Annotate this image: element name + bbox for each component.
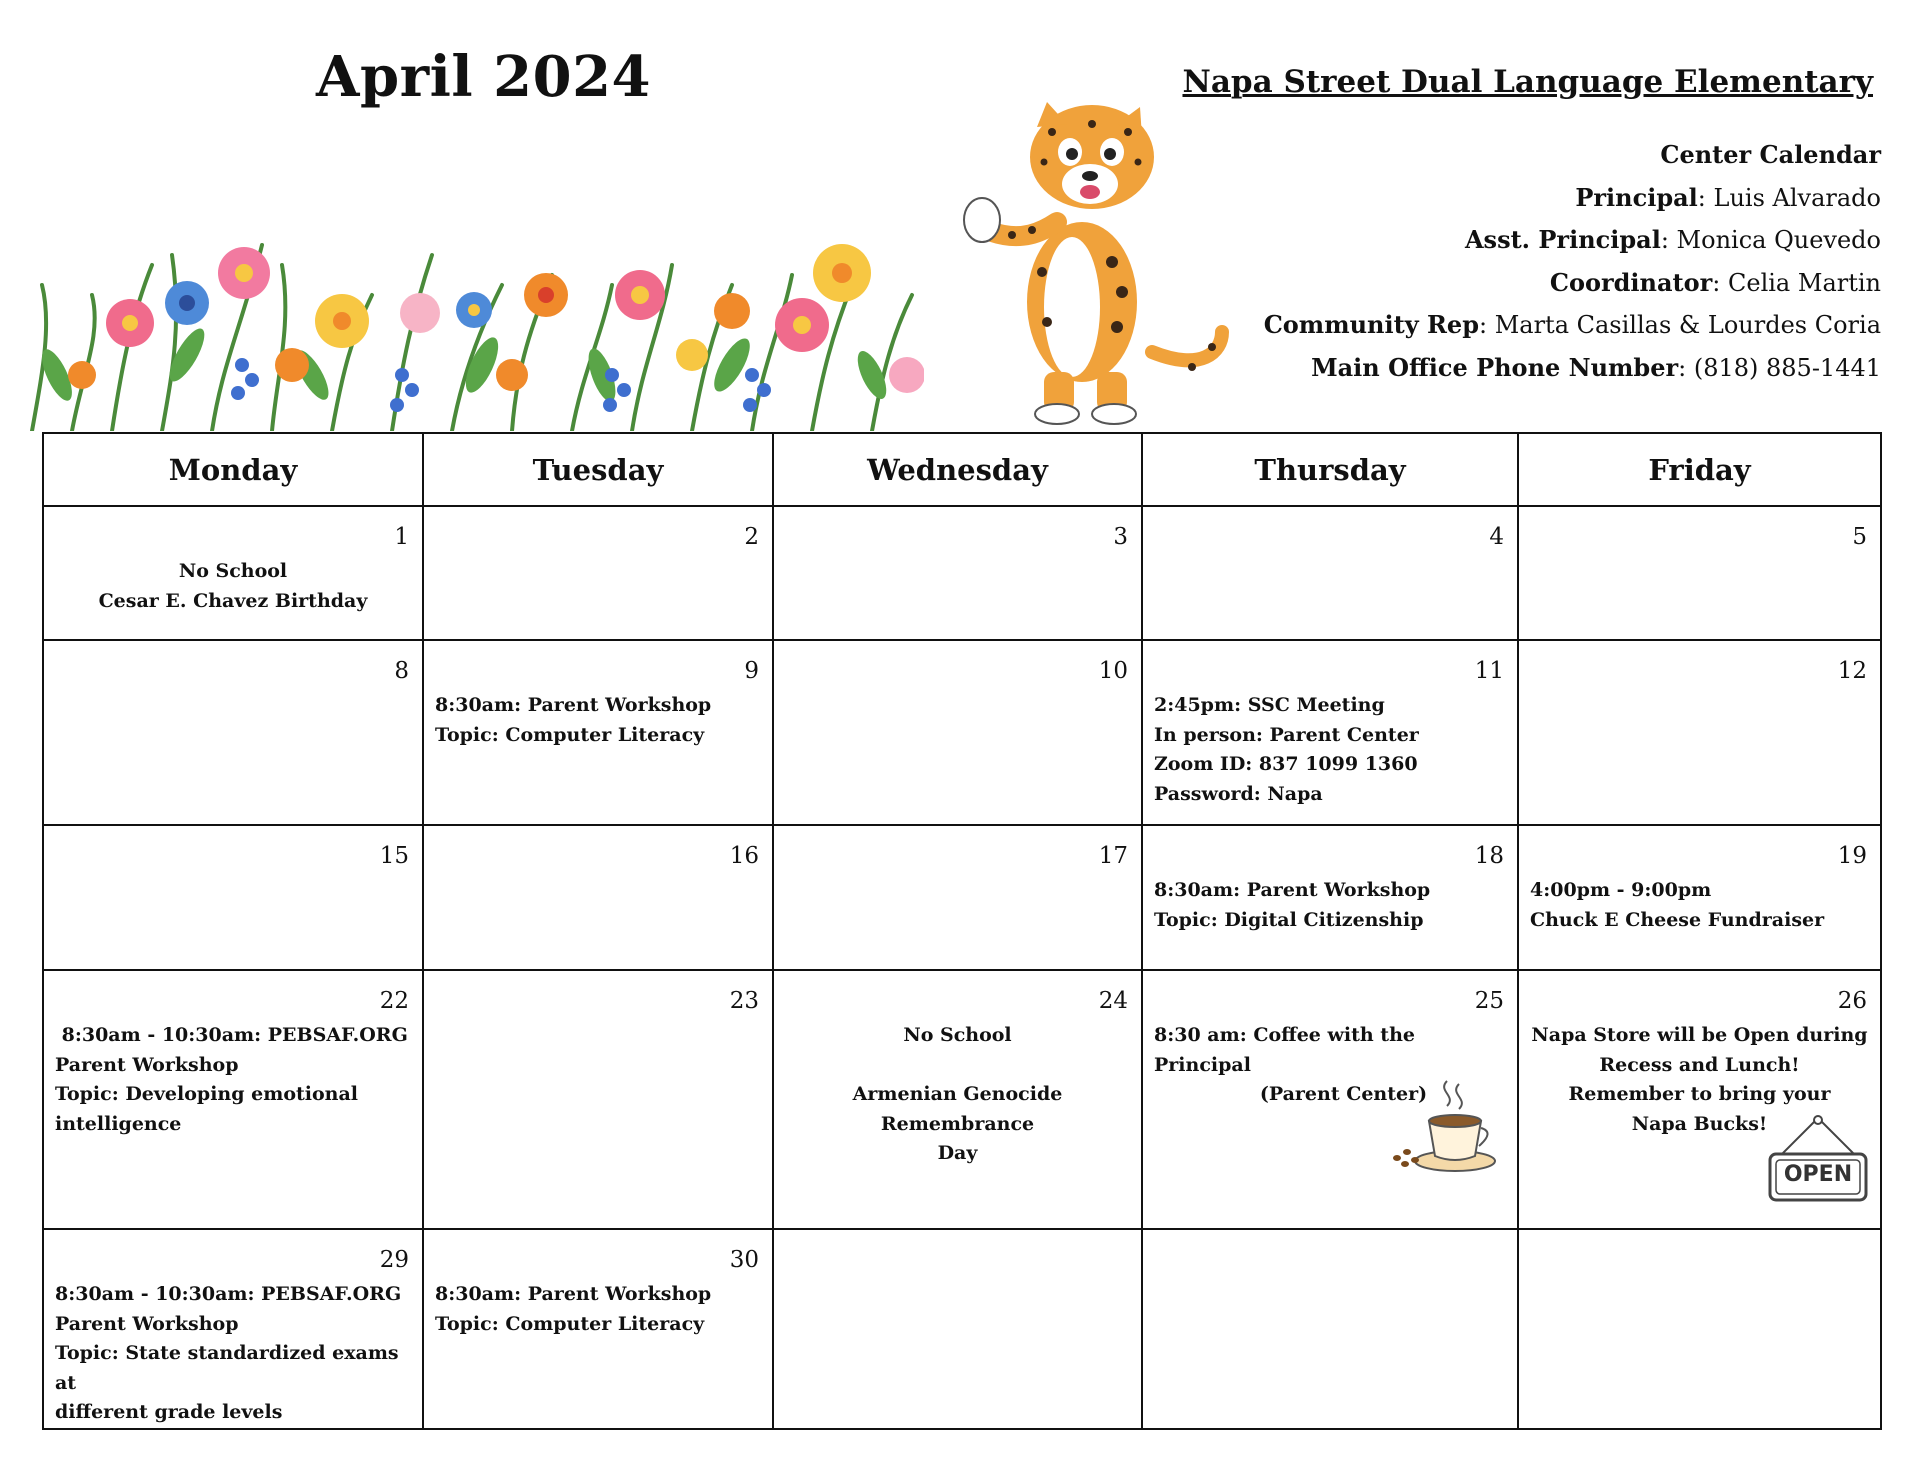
flowers-illustration <box>12 225 924 431</box>
day-number: 26 <box>1837 988 1867 1014</box>
day-number: 25 <box>1474 988 1504 1014</box>
event-line: 2:45pm: SSC Meeting <box>1154 694 1385 716</box>
event-line: 4:00pm - 9:00pm <box>1530 879 1712 901</box>
event-line: Day <box>937 1142 978 1164</box>
day-number: 10 <box>1098 658 1128 684</box>
calendar-week-row <box>43 970 1881 1229</box>
event-line: (Parent Center) <box>1154 1083 1428 1105</box>
coordinator-line: Coordinator: Celia Martin <box>1549 267 1881 297</box>
event-line: Recess and Lunch! <box>1599 1053 1800 1076</box>
day-cell-wednesday <box>773 1229 1142 1429</box>
day-events <box>424 1230 772 1339</box>
weekday-header-friday: Friday <box>1518 433 1881 506</box>
weekday-header-wednesday: Wednesday <box>773 433 1142 506</box>
day-number: 4 <box>1489 524 1504 550</box>
day-cell-tuesday <box>423 825 773 970</box>
day-events <box>774 507 1141 557</box>
center-calendar-label: Center Calendar <box>1660 140 1881 169</box>
day-cell-friday <box>1518 825 1881 970</box>
day-events <box>44 641 422 691</box>
day-number: 29 <box>379 1247 409 1273</box>
calendar-week-row <box>43 640 1881 825</box>
event-line: Password: Napa <box>1154 782 1323 805</box>
event-line: No School <box>903 1024 1012 1046</box>
event-line: 8:30am: Parent Workshop <box>435 1283 712 1305</box>
day-events <box>44 1230 422 1428</box>
day-number: 17 <box>1098 843 1128 869</box>
event-line: 8:30am - 10:30am: PEBSAF.ORG <box>55 1283 402 1305</box>
day-cell-tuesday <box>423 1229 773 1429</box>
day-events <box>1143 507 1517 557</box>
community-rep-line: Community Rep: Marta Casillas & Lourdes Coria <box>1263 310 1881 339</box>
event-line: Chuck E Cheese Fundraiser <box>1530 908 1825 931</box>
day-events <box>1143 826 1517 935</box>
event-line: 8:30am: Parent Workshop <box>435 694 712 716</box>
event-line: Remember to bring your <box>1568 1083 1831 1105</box>
event-line: Topic: Computer Literacy <box>435 1312 705 1335</box>
event-line: Napa Bucks! <box>1631 1112 1768 1135</box>
calendar-week-row <box>43 506 1881 640</box>
day-number: 16 <box>729 843 759 869</box>
weekday-header-tuesday: Tuesday <box>423 433 773 506</box>
day-events <box>1519 1230 1880 1280</box>
day-cell-thursday <box>1142 1229 1518 1429</box>
day-cell-tuesday <box>423 970 773 1229</box>
day-cell-thursday <box>1142 825 1518 970</box>
jaguar-mascot-illustration <box>952 102 1242 428</box>
day-events <box>424 641 772 750</box>
day-events <box>1143 641 1517 809</box>
day-cell-thursday <box>1142 970 1518 1229</box>
day-cell-wednesday <box>773 825 1142 970</box>
day-number: 9 <box>744 658 759 684</box>
event-line: 8:30am - 10:30am: PEBSAF.ORG <box>55 1024 408 1046</box>
day-events <box>44 826 422 876</box>
day-events <box>1519 641 1880 691</box>
weekday-header-thursday: Thursday <box>1142 433 1518 506</box>
event-line: Cesar E. Chavez Birthday <box>98 589 368 612</box>
event-line: 8:30am: Parent Workshop <box>1154 879 1431 901</box>
day-events <box>774 971 1141 1169</box>
event-line: Parent Workshop <box>55 1053 239 1076</box>
day-events <box>1519 826 1880 935</box>
day-events <box>774 1230 1141 1280</box>
day-number: 11 <box>1474 658 1504 684</box>
event-line: 8:30 am: Coffee with the Principal <box>1154 1024 1422 1076</box>
day-number: 2 <box>744 524 759 550</box>
asst-principal-line: Asst. Principal: Monica Quevedo <box>1464 225 1881 254</box>
event-line <box>784 1051 1131 1081</box>
day-events <box>44 971 422 1139</box>
event-line: In person: Parent Center <box>1154 723 1419 746</box>
day-number: 5 <box>1852 524 1867 550</box>
day-number: 19 <box>1837 843 1867 869</box>
day-events <box>424 826 772 876</box>
day-number: 18 <box>1474 843 1504 869</box>
open-sign-text: OPEN <box>1783 1162 1853 1187</box>
event-line: Topic: Developing emotional <box>55 1083 359 1105</box>
day-number: 23 <box>729 988 759 1014</box>
main-office-phone-line: Main Office Phone Number: (818) 885-1441 <box>1311 352 1881 382</box>
day-events <box>424 971 772 1021</box>
event-line: Armenian Genocide Remembrance <box>852 1083 1069 1135</box>
day-number: 15 <box>379 843 409 869</box>
day-cell-friday <box>1518 640 1881 825</box>
day-number: 12 <box>1837 658 1867 684</box>
event-line: different grade levels <box>55 1401 283 1423</box>
event-line: Parent Workshop <box>55 1312 239 1335</box>
event-line: No School <box>178 560 288 582</box>
day-cell-wednesday <box>773 640 1142 825</box>
day-number: 30 <box>729 1247 759 1273</box>
center-info <box>1264 134 1881 389</box>
day-cell-tuesday <box>423 506 773 640</box>
weekday-header-monday: Monday <box>43 433 423 506</box>
event-line: Topic: State standardized exams at <box>55 1342 406 1394</box>
event-line: Napa Store will be Open during <box>1531 1024 1868 1046</box>
day-number: 22 <box>379 988 409 1014</box>
day-cell-friday <box>1518 1229 1881 1429</box>
calendar-week-row <box>43 1229 1881 1429</box>
day-number: 3 <box>1113 524 1128 550</box>
day-cell-tuesday <box>423 640 773 825</box>
school-name: Napa Street Dual Language Elementary <box>1182 64 1873 100</box>
day-cell-friday <box>1518 970 1881 1229</box>
month-title: April 2024 <box>316 44 652 110</box>
principal-line: Principal: Luis Alvarado <box>1575 182 1881 212</box>
coffee-cup-icon <box>1387 1076 1497 1176</box>
day-events <box>1143 1230 1517 1280</box>
event-line: intelligence <box>55 1112 182 1135</box>
day-cell-thursday <box>1142 506 1518 640</box>
day-cell-monday <box>43 640 423 825</box>
day-number: 1 <box>394 524 409 550</box>
day-cell-monday <box>43 506 423 640</box>
day-events <box>774 641 1141 691</box>
event-line: Zoom ID: 837 1099 1360 <box>1154 753 1418 775</box>
day-number: 24 <box>1098 988 1128 1014</box>
day-events <box>44 507 422 616</box>
day-events <box>424 507 772 557</box>
event-line: Topic: Computer Literacy <box>435 723 705 746</box>
day-events <box>1519 507 1880 557</box>
calendar-week-row <box>43 825 1881 970</box>
day-cell-wednesday <box>773 970 1142 1229</box>
day-cell-friday <box>1518 506 1881 640</box>
event-line: Topic: Digital Citizenship <box>1154 908 1424 931</box>
day-cell-monday <box>43 1229 423 1429</box>
day-cell-wednesday <box>773 506 1142 640</box>
calendar-grid <box>42 432 1882 1430</box>
day-number: 8 <box>394 658 409 684</box>
day-cell-thursday <box>1142 640 1518 825</box>
day-cell-monday <box>43 970 423 1229</box>
day-events <box>774 826 1141 876</box>
day-cell-monday <box>43 825 423 970</box>
open-sign-icon <box>1766 1114 1870 1204</box>
